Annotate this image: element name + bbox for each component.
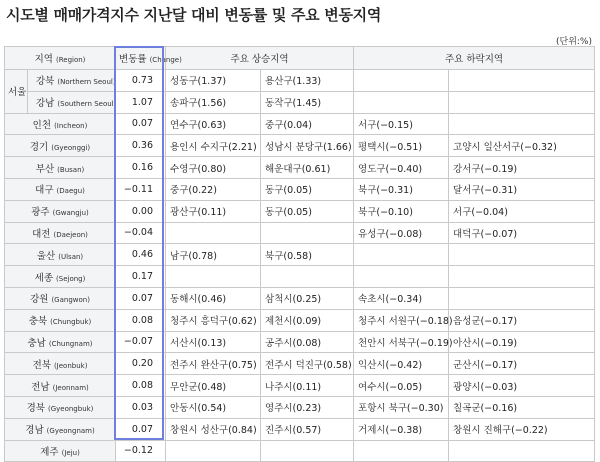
down-region	[354, 91, 449, 113]
down-region: 대덕구(−0.07)	[449, 222, 595, 244]
header-region: 지역 (Region)	[5, 47, 116, 70]
up-region	[166, 266, 261, 288]
region-name-en: (Jeju)	[61, 448, 80, 457]
change-value: 0.73	[116, 70, 166, 92]
up-region: 진주시(0.57)	[261, 418, 354, 440]
region-cell	[5, 287, 116, 309]
change-value: −0.04	[116, 222, 166, 244]
down-region: 거제시(−0.38)	[354, 418, 449, 440]
down-region	[449, 440, 595, 462]
down-region	[449, 287, 595, 309]
table-row	[5, 70, 595, 92]
table-row	[5, 178, 595, 200]
down-region: 북구(−0.31)	[354, 178, 449, 200]
down-region: 창원시 진해구(−0.22)	[449, 418, 595, 440]
region-name: 강북	[36, 76, 55, 88]
region-name-en: (Gyeonggi)	[51, 143, 91, 152]
table-row	[5, 287, 595, 309]
up-region: 전주시 완산구(0.75)	[166, 353, 261, 375]
region-name: 제주	[40, 446, 59, 458]
region-name-en: (Busan)	[57, 165, 85, 174]
region-name: 경기	[29, 141, 49, 153]
up-region: 수영구(0.80)	[166, 157, 261, 179]
down-region: 달서구(−0.31)	[449, 178, 595, 200]
region-name-en: (Gwangju)	[52, 209, 89, 218]
table-row	[5, 266, 595, 288]
down-region: 아산시(−0.19)	[449, 331, 595, 353]
down-region: 평택시(−0.51)	[354, 135, 449, 157]
change-value: 0.07	[116, 418, 166, 440]
up-region: 전주시 덕진구(0.58)	[261, 353, 354, 375]
region-name-en: (Sejong)	[56, 274, 86, 283]
up-region	[166, 222, 261, 244]
region-cell	[5, 309, 116, 331]
down-region: 속초시(−0.34)	[354, 287, 449, 309]
down-region	[354, 440, 449, 462]
region-name: 충남	[27, 337, 46, 349]
up-region: 동해시(0.46)	[166, 287, 261, 309]
region-name: 강원	[30, 294, 49, 306]
region-name-en: (Gangwon)	[51, 296, 90, 305]
up-region: 안동시(0.54)	[166, 396, 261, 418]
table-row	[5, 200, 595, 222]
table-row	[5, 91, 595, 113]
table-row	[5, 375, 595, 397]
region-name-en: (Northern Seoul)	[57, 78, 116, 87]
region-cell	[5, 396, 116, 418]
down-region: 칠곡군(−0.16)	[449, 396, 595, 418]
up-region: 용인시 수지구(2.21)	[166, 135, 261, 157]
down-region: 서구(−0.15)	[354, 113, 449, 135]
region-name-en: (Chungnam)	[48, 339, 93, 348]
up-region: 중구(0.22)	[166, 178, 261, 200]
up-region: 해운대구(0.61)	[261, 157, 354, 179]
down-region	[449, 70, 595, 92]
up-region: 서산시(0.13)	[166, 331, 261, 353]
change-value: −0.11	[116, 178, 166, 200]
down-region	[449, 266, 595, 288]
region-name: 대구	[35, 185, 54, 197]
down-region: 영도구(−0.40)	[354, 157, 449, 179]
region-name: 대전	[32, 228, 51, 240]
change-value: 0.17	[116, 266, 166, 288]
up-region	[166, 440, 261, 462]
down-region: 서구(−0.04)	[449, 200, 595, 222]
region-cell	[5, 222, 116, 244]
up-region: 용산구(1.33)	[261, 70, 354, 92]
up-region: 송파구(1.56)	[166, 91, 261, 113]
down-region	[354, 70, 449, 92]
region-cell	[5, 178, 116, 200]
region-name: 경북	[26, 403, 45, 415]
up-region: 북구(0.58)	[261, 244, 354, 266]
region-cell	[28, 91, 116, 113]
up-region: 중구(0.04)	[261, 113, 354, 135]
table-row	[5, 353, 595, 375]
region-name-en: (Chungbuk)	[50, 318, 92, 327]
header-down-regions: 주요 하락지역	[354, 47, 595, 70]
down-region: 여수시(−0.05)	[354, 375, 449, 397]
table-row	[5, 244, 595, 266]
region-name-en: (Ulsan)	[58, 252, 84, 261]
down-region	[449, 91, 595, 113]
region-cell	[5, 244, 116, 266]
region-name-en: (Gyeongbuk)	[47, 405, 94, 414]
region-name-en: (Jeonnam)	[52, 383, 89, 392]
region-cell	[5, 331, 116, 353]
region-cell	[28, 70, 116, 92]
region-cell	[5, 440, 116, 462]
up-region: 영주시(0.23)	[261, 396, 354, 418]
up-region: 무안군(0.48)	[166, 375, 261, 397]
table-row	[5, 309, 595, 331]
change-value: −0.12	[116, 440, 166, 462]
down-region	[354, 266, 449, 288]
region-name: 인천	[32, 119, 52, 131]
header-up-regions: 주요 상승지역	[166, 47, 354, 70]
up-region: 성남시 분당구(1.66)	[261, 135, 354, 157]
region-cell	[5, 418, 116, 440]
down-region: 군산시(−0.17)	[449, 353, 595, 375]
change-value: 0.46	[116, 244, 166, 266]
up-region	[261, 440, 354, 462]
up-region: 제천시(0.09)	[261, 309, 354, 331]
up-region: 동구(0.05)	[261, 178, 354, 200]
change-value: 0.00	[116, 200, 166, 222]
region-name-en: (Gyeongnam)	[46, 427, 95, 436]
down-region: 강서구(−0.19)	[449, 157, 595, 179]
up-region: 성동구(1.37)	[166, 70, 261, 92]
region-name-en: (Southern Seoul)	[57, 100, 117, 109]
region-cell	[5, 157, 116, 179]
down-region: 북구(−0.10)	[354, 200, 449, 222]
change-value: 0.07	[116, 287, 166, 309]
region-name-en: (Daegu)	[56, 187, 85, 196]
region-name-en: (Jeonbuk)	[53, 361, 88, 370]
up-region: 동작구(1.45)	[261, 91, 354, 113]
up-region: 삼척시(0.25)	[261, 287, 354, 309]
down-region: 포항시 북구(−0.30)	[354, 396, 449, 418]
down-region: 익산시(−0.42)	[354, 353, 449, 375]
change-value: 0.16	[116, 157, 166, 179]
change-value: 1.07	[116, 91, 166, 113]
unit-label: (단위:%)	[556, 37, 592, 47]
region-cell	[5, 200, 116, 222]
up-region: 광산구(0.11)	[166, 200, 261, 222]
up-region: 공주시(0.08)	[261, 331, 354, 353]
up-region: 동구(0.05)	[261, 200, 354, 222]
region-name-en: (Daejeon)	[53, 230, 88, 239]
down-region	[449, 244, 595, 266]
up-region	[261, 266, 354, 288]
region-name: 전남	[31, 381, 50, 393]
table-row	[5, 331, 595, 353]
region-name: 세종	[34, 272, 53, 284]
up-region: 창원시 성산구(0.84)	[166, 418, 261, 440]
down-region	[449, 113, 595, 135]
change-value: 0.08	[116, 309, 166, 331]
page-title: 시도별 매매가격지수 지난달 대비 변동률 및 주요 변동지역	[6, 6, 382, 24]
region-cell	[5, 353, 116, 375]
up-region: 남구(0.78)	[166, 244, 261, 266]
table-row	[5, 440, 595, 462]
table-row	[5, 157, 595, 179]
down-region: 천안시 서북구(−0.19)	[354, 331, 449, 353]
down-region: 고양시 일산서구(−0.32)	[449, 135, 595, 157]
header-change: 변동률 (Change)	[116, 47, 166, 70]
table-header-row	[5, 47, 595, 70]
down-region: 광양시(−0.03)	[449, 375, 595, 397]
change-value: 0.03	[116, 396, 166, 418]
change-value: 0.20	[116, 353, 166, 375]
table-row	[5, 396, 595, 418]
region-name: 충북	[28, 316, 48, 328]
down-region: 유성구(−0.08)	[354, 222, 449, 244]
table-body	[5, 70, 595, 462]
region-name: 경남	[25, 425, 44, 437]
region-name-en: (Incheon)	[54, 121, 88, 130]
table-row	[5, 135, 595, 157]
region-cell	[5, 135, 116, 157]
down-region	[354, 244, 449, 266]
down-region: 청주시 서원구(−0.18)	[354, 309, 449, 331]
change-value: −0.07	[116, 331, 166, 353]
region-change-table	[4, 46, 595, 462]
table-row	[5, 222, 595, 244]
region-name: 광주	[31, 207, 50, 219]
region-cell	[5, 375, 116, 397]
region-cell	[5, 266, 116, 288]
down-region: 음성군(−0.17)	[449, 309, 595, 331]
up-region: 나주시(0.11)	[261, 375, 354, 397]
table-row	[5, 113, 595, 135]
region-name: 울산	[36, 250, 56, 262]
region-group-cell: 서울	[5, 70, 28, 114]
change-value: 0.08	[116, 375, 166, 397]
up-region	[261, 222, 354, 244]
region-name: 전북	[32, 359, 51, 371]
region-cell	[5, 113, 116, 135]
up-region: 청주시 흥덕구(0.62)	[166, 309, 261, 331]
region-name: 강남	[36, 98, 55, 110]
region-name: 부산	[35, 163, 55, 175]
change-value: 0.07	[116, 113, 166, 135]
change-value: 0.36	[116, 135, 166, 157]
up-region: 연수구(0.63)	[166, 113, 261, 135]
table-row	[5, 418, 595, 440]
